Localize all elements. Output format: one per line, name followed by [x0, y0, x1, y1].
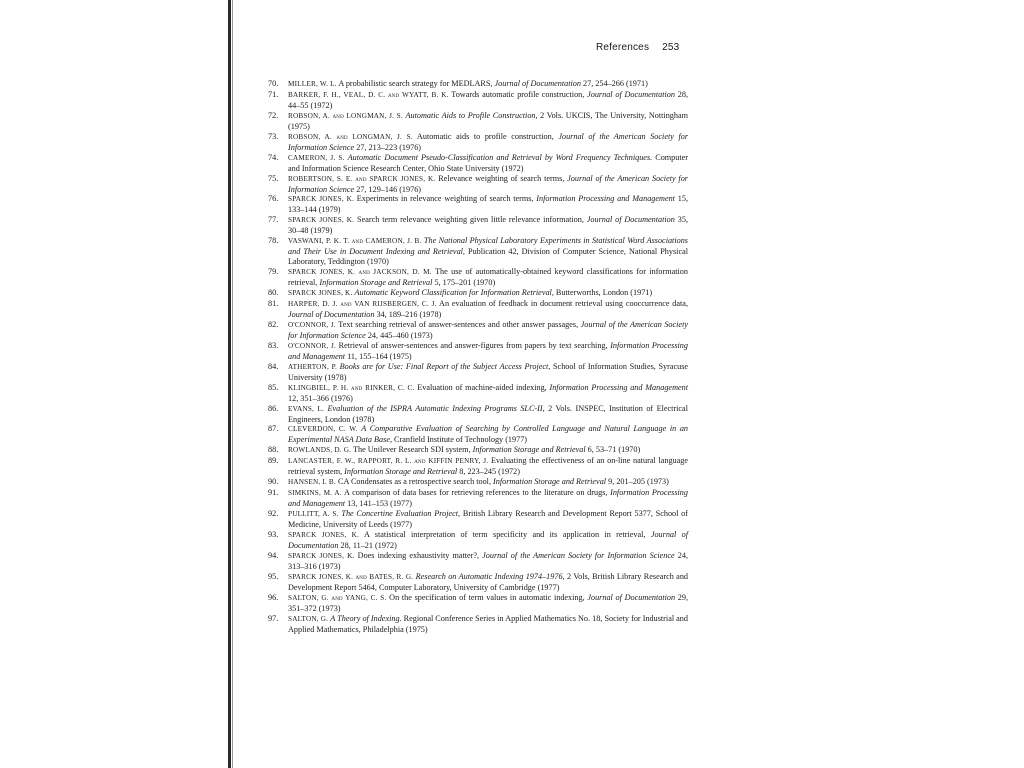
reference-authors: ROBERTSON, S. E. and SPARCK JONES, K.: [288, 174, 436, 183]
reference-source: Automatic Document Pseudo-Classification and Retrieval by Word Frequency Techniques.: [347, 152, 653, 162]
reference-details: 9, 201–205 (1973): [606, 477, 669, 487]
reference-text: [288, 90, 688, 111]
reference-number: 73.: [268, 131, 279, 141]
reference-entry: [268, 132, 688, 153]
reference-title: Does indexing exhaustivity matter?,: [354, 550, 483, 560]
reference-details: Computer and Information Science Research Center, Ohio State University (1972): [288, 152, 688, 173]
reference-entry: [268, 111, 688, 132]
reference-number: 94.: [268, 550, 279, 560]
reference-number: 80.: [268, 288, 279, 298]
reference-authors: HANSEN, I. B.: [288, 478, 336, 487]
reference-source: Journal of Documentation: [586, 215, 675, 225]
reference-entry: [268, 456, 688, 477]
reference-text: [288, 194, 688, 215]
reference-text: [288, 215, 688, 236]
reference-authors: SPARCK JONES, K.: [288, 216, 355, 225]
reference-entry: [268, 79, 688, 90]
reference-source: Information Storage and Retrieval: [344, 467, 458, 477]
reference-entry: [268, 320, 688, 341]
reference-source: Journal of Documentation: [587, 89, 675, 99]
reference-text: [288, 299, 688, 320]
reference-list: [268, 79, 688, 635]
reference-title: CA Condensates as a retrospective search tool,: [335, 477, 494, 487]
reference-details: 27, 213–223 (1976): [354, 142, 422, 152]
reference-number: 72.: [268, 110, 279, 120]
reference-entry: [268, 614, 688, 635]
reference-authors: PULLITT, A. S.: [288, 510, 339, 519]
reference-entry: [268, 383, 688, 404]
reference-title: On the specification of term values in automatic indexing,: [386, 592, 588, 602]
reference-authors: SALTON, G. and YANG, C. S.: [288, 593, 387, 602]
reference-entry: [268, 445, 688, 456]
reference-details: 27, 129–146 (1976): [354, 184, 422, 194]
reference-title: Evaluation of machine-aided indexing,: [414, 382, 550, 392]
reference-details: Publication 42, Division of Computer Science, National Physical Laboratory, Teddington (1970): [288, 247, 688, 267]
reference-title: A statistical interpretation of term specificity and its application in retrieval,: [359, 529, 651, 539]
reference-text: [288, 267, 688, 288]
reference-authors: SIMKINS, M. A.: [288, 489, 342, 498]
reference-text: [288, 153, 688, 174]
reference-entry: [268, 288, 688, 299]
reference-authors: SPARCK JONES, K.: [288, 289, 353, 298]
reference-title: Experiments in relevance weighting of search terms,: [353, 194, 537, 204]
reference-text: [288, 572, 688, 593]
reference-number: 78.: [268, 236, 279, 246]
reference-number: 76.: [268, 194, 279, 204]
reference-details: 11, 155–164 (1975): [345, 351, 412, 361]
reference-source: Journal of Documentation: [587, 592, 676, 602]
reference-source: Journal of the American Society for Information Science: [288, 173, 688, 194]
reference-authors: HARPER, D. J. and VAN RIJSBERGEN, C. J.: [288, 300, 437, 309]
reference-text: [288, 383, 688, 404]
scan-binding-shadow: [232, 0, 233, 768]
reference-entry: [268, 236, 688, 267]
reference-details: 29, 351–372 (1973): [288, 592, 689, 613]
reference-entry: [268, 551, 688, 572]
reference-number: 95.: [268, 571, 279, 581]
running-head: [596, 42, 679, 53]
reference-details: School of Information Studies, Syracuse University (1978): [288, 361, 689, 382]
reference-authors: CLEVERDON, C. W.: [288, 425, 358, 434]
reference-text: [288, 111, 688, 132]
reference-details: British Library Research and Development Report 5377, School of Medicine, University of Leeds (1977): [288, 509, 689, 530]
reference-number: 79.: [268, 267, 279, 277]
reference-text: [288, 477, 688, 488]
reference-source: Information Storage and Retrieval: [493, 477, 607, 487]
reference-entry: [268, 362, 688, 383]
reference-entry: [268, 593, 688, 614]
reference-text: [288, 320, 688, 341]
reference-details: 8, 223–245 (1972): [457, 467, 520, 477]
reference-source: Automatic Aids to Profile Construction,: [405, 110, 538, 120]
reference-number: 92.: [268, 509, 279, 519]
reference-title: The Unilever Research SDI system,: [351, 445, 473, 455]
reference-details: 12, 351–366 (1976): [288, 393, 353, 403]
reference-text: [288, 79, 688, 90]
reference-number: 85.: [268, 382, 279, 392]
reference-number: 93.: [268, 529, 279, 539]
reference-text: [288, 445, 688, 456]
reference-number: 86.: [268, 403, 279, 413]
reference-entry: [268, 424, 688, 445]
reference-source: Research on Automatic Indexing 1974–1976,: [415, 571, 565, 581]
reference-source: Evaluation of the ISPRA Automatic Indexing Programs SLC-II,: [327, 403, 545, 413]
reference-entry: [268, 341, 688, 362]
running-head-title: References: [596, 42, 650, 53]
reference-number: 96.: [268, 592, 279, 602]
reference-text: [288, 488, 688, 509]
reference-number: 81.: [268, 299, 279, 309]
reference-details: Butterworths, London (1971): [553, 288, 653, 298]
reference-entry: [268, 267, 688, 288]
reference-entry: [268, 215, 688, 236]
reference-title: Search term relevance weighting given little relevance information,: [354, 215, 587, 225]
reference-source: Journal of Documentation: [494, 79, 581, 88]
reference-number: 84.: [268, 361, 279, 371]
reference-authors: SPARCK JONES, K. and BATES, R. G.: [288, 572, 414, 581]
reference-authors: ATHERTON, P.: [288, 362, 337, 371]
reference-authors: ROBSON, A. and LONGMAN, J. S.: [288, 111, 403, 120]
reference-authors: LANCASTER, F. W., RAPPORT, R. L. and KIFFIN PENRY, J.: [288, 457, 489, 466]
reference-entry: [268, 174, 688, 195]
reference-entry: [268, 488, 688, 509]
reference-text: [288, 614, 688, 635]
reference-details: 27, 254–266 (1971): [580, 79, 648, 88]
reference-title: Retrieval of answer-sentences and answer-figures from papers by text searching,: [336, 340, 611, 350]
page-number: 253: [662, 42, 680, 53]
reference-source: Information Storage and Retrieval: [319, 278, 433, 288]
reference-details: 5, 175–201 (1970): [432, 278, 496, 288]
reference-source: Journal of the American Society for Information Science: [482, 550, 675, 560]
reference-number: 91.: [268, 488, 279, 498]
reference-details: 2 Vols. UKCIS, The University, Nottingham (1975): [288, 110, 688, 131]
reference-text: [288, 530, 688, 551]
reference-authors: CAMERON, J. S.: [288, 153, 345, 162]
reference-authors: ROWLANDS, D. G.: [288, 446, 352, 455]
reference-source: Journal of Documentation: [288, 529, 688, 550]
reference-entry: [268, 572, 688, 593]
reference-source: A Theory of Indexing.: [330, 613, 402, 623]
reference-number: 75.: [268, 173, 279, 183]
reference-entry: [268, 530, 688, 551]
reference-source: Information Processing and Management: [549, 382, 688, 392]
reference-authors: ROBSON, A. and LONGMAN, J. S.: [288, 132, 413, 141]
reference-text: [288, 132, 688, 153]
reference-title: Text searching retrieval of answer-sentences and other answer passages,: [335, 319, 581, 329]
reference-details: Regional Conference Series in Applied Mathematics No. 18, Society for Industrial and Applied Mathematics, Philadelphia (1975): [288, 613, 688, 634]
reference-text: [288, 509, 688, 530]
reference-details: 28, 11–21 (1972): [338, 540, 397, 550]
reference-authors: SPARCK JONES, K.: [288, 195, 354, 204]
reference-text: [288, 288, 688, 299]
reference-source: Information Processing and Management: [288, 488, 688, 509]
reference-text: [288, 593, 688, 614]
reference-details: 24, 313–316 (1973): [288, 550, 689, 571]
reference-entry: [268, 194, 688, 215]
scan-binding-edge: [228, 0, 231, 768]
reference-text: [288, 362, 688, 383]
reference-authors: SPARCK JONES, K.: [288, 551, 355, 560]
reference-source: Information Processing and Management: [536, 194, 675, 204]
reference-authors: O'CONNOR, J.: [288, 320, 336, 329]
reference-number: 83.: [268, 340, 279, 350]
reference-details: 2 Vols, British Library Research and Development Report 5464, Computer Laboratory, University of Cambridge (1977): [288, 571, 689, 592]
reference-authors: VASWANI, P. K. T. and CAMERON, J. B.: [288, 237, 422, 246]
reference-details: 15, 133–144 (1979): [288, 194, 688, 215]
reference-details: 28, 44–55 (1972): [288, 89, 689, 110]
reference-details: 13, 141–153 (1977): [345, 499, 412, 509]
reference-authors: BARKER, F. H., VEAL, D. C. and WYATT, B. K.: [288, 90, 449, 99]
reference-title: Relevance weighting of search terms,: [435, 173, 568, 183]
reference-source: Automatic Keyword Classification for Information Retrieval,: [354, 288, 554, 298]
reference-source: Information Processing and Management: [288, 340, 688, 361]
reference-source: The National Physical Laboratory Experiments in Statistical Word Associations and Their Use in Document Indexing and Retrieval,: [288, 236, 688, 257]
reference-source: Information Storage and Retrieval: [472, 445, 586, 455]
reference-number: 70.: [268, 79, 279, 88]
reference-title: Automatic aids to profile construction,: [412, 131, 559, 141]
reference-details: 24, 445–460 (1973): [365, 330, 433, 340]
reference-title: A comparison of data bases for retrieving references to the literature on drugs,: [341, 488, 611, 498]
reference-authors: SPARCK JONES, K. and JACKSON, D. M.: [288, 268, 432, 277]
reference-authors: SPARCK JONES, K.: [288, 530, 360, 539]
reference-details: 6, 53–71 (1970): [585, 445, 641, 455]
reference-details: Cranfield Institute of Technology (1977): [392, 435, 528, 445]
reference-number: 71.: [268, 89, 279, 99]
reference-text: [288, 456, 688, 477]
reference-source: Journal of the American Society for Information Science: [288, 131, 689, 152]
reference-text: [288, 424, 688, 445]
reference-text: [288, 551, 688, 572]
reference-source: Books are for Use: Final Report of the Subject Access Project,: [339, 361, 551, 371]
reference-number: 90.: [268, 477, 279, 487]
reference-number: 88.: [268, 445, 279, 455]
reference-source: The Concertine Evaluation Project,: [341, 509, 461, 519]
reference-number: 97.: [268, 613, 279, 623]
reference-text: [288, 174, 688, 195]
reference-title: A probabilistic search strategy for MEDLARS,: [336, 79, 495, 88]
reference-text: [288, 404, 688, 425]
reference-authors: MILLER, W. L.: [288, 80, 337, 88]
reference-entry: [268, 90, 688, 111]
reference-number: 74.: [268, 152, 279, 162]
reference-entry: [268, 153, 688, 174]
reference-details: 2 Vols. INSPEC, Institution of Electrical Engineers, London (1978): [288, 403, 688, 424]
reference-source: Journal of Documentation: [288, 309, 375, 319]
reference-entry: [268, 477, 688, 488]
reference-authors: SALTON, G.: [288, 614, 329, 623]
reference-title: The use of automatically-obtained keyword classifications for information retrieval,: [288, 267, 688, 288]
reference-number: 82.: [268, 319, 279, 329]
reference-number: 87.: [268, 424, 279, 434]
reference-title: Evaluating the effectiveness of an on-line natural language retrieval system,: [288, 456, 688, 477]
reference-text: [288, 236, 688, 267]
reference-authors: KLINGBIEL, P. H. and RINKER, C. C.: [288, 383, 415, 392]
reference-number: 77.: [268, 215, 279, 225]
reference-number: 89.: [268, 456, 279, 466]
reference-title: Towards automatic profile construction,: [448, 89, 588, 99]
reference-details: 35, 30–48 (1979): [288, 215, 688, 236]
reference-title: An evaluation of feedback in document retrieval using cooccurrence data,: [436, 299, 688, 309]
reference-entry: [268, 404, 688, 425]
reference-authors: O'CONNOR, J.: [288, 341, 336, 350]
reference-entry: [268, 299, 688, 320]
reference-source: A Comparative Evaluation of Searching by Controlled Language and Natural Language in an Experimental NASA Data Base,: [288, 424, 689, 445]
reference-details: 34, 189–216 (1978): [374, 309, 442, 319]
reference-entry: [268, 509, 688, 530]
reference-text: [288, 341, 688, 362]
reference-source: Journal of the American Society for Information Science: [288, 319, 688, 340]
reference-authors: EVANS, L.: [288, 404, 325, 413]
